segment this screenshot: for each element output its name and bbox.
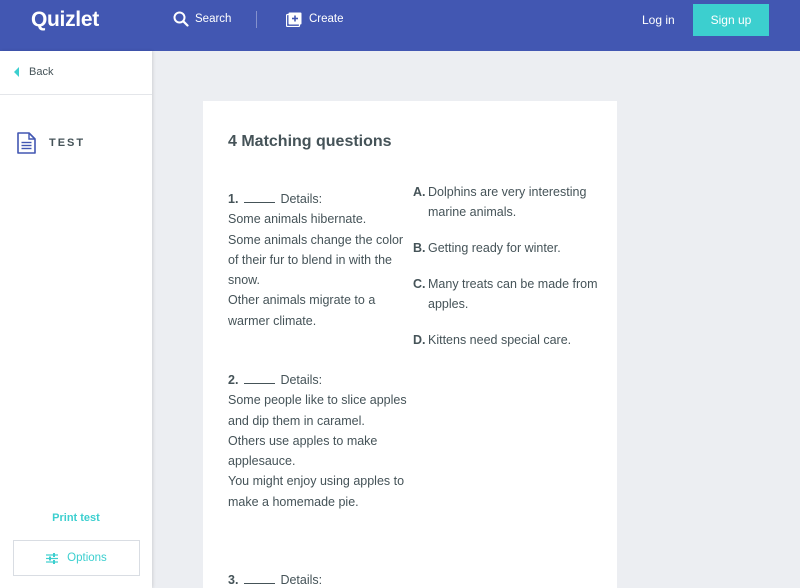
- answer-letter: B.: [413, 241, 426, 255]
- question-number: 1.: [228, 192, 239, 206]
- answer-text: Many treats can be made from apples.: [428, 277, 598, 312]
- question-header: [228, 370, 410, 390]
- answer-blank[interactable]: [244, 191, 275, 203]
- sidebar-item-test[interactable]: [17, 132, 85, 154]
- create-label: Create: [309, 13, 344, 25]
- test-card: [203, 101, 617, 588]
- question-line: Others use apples to make applesauce.: [228, 433, 378, 469]
- question-header: [228, 189, 410, 209]
- search-label: Search: [195, 13, 232, 25]
- answer-blank[interactable]: [244, 572, 275, 584]
- back-arrow-icon: [14, 67, 19, 77]
- details-label: Details:: [280, 373, 323, 387]
- quizlet-logo[interactable]: Quizlet: [31, 8, 99, 31]
- question-header: [228, 570, 410, 588]
- question-line: You might enjoy using apples to make a homemade pie.: [228, 474, 405, 509]
- answer-letter: D.: [413, 333, 426, 347]
- answer-text: Getting ready for winter.: [428, 241, 561, 255]
- search-icon: [173, 11, 189, 27]
- answer-letter: C.: [413, 277, 426, 291]
- answer-choice-c: [413, 274, 608, 315]
- signup-button[interactable]: Sign up: [693, 4, 769, 36]
- options-label: Options: [67, 552, 107, 564]
- details-label: Details:: [280, 573, 323, 587]
- answer-choice-b: [413, 238, 608, 258]
- back-label: Back: [29, 66, 54, 78]
- answer-blank[interactable]: [244, 372, 275, 384]
- document-icon: [17, 132, 36, 154]
- search-button[interactable]: [173, 10, 231, 28]
- question-line: Other animals migrate to a warmer climate.: [228, 293, 376, 328]
- question-line: Some animals change the color of their fur to blend in with the snow.: [228, 232, 404, 288]
- page-title: 4 Matching questions: [228, 133, 392, 150]
- create-plus-icon: [286, 12, 302, 27]
- top-navigation-bar: [0, 0, 800, 51]
- question-line: Some animals hibernate.: [228, 212, 367, 227]
- question-line: Some people like to slice apples and dip them in caramel.: [228, 393, 407, 428]
- answer-text: Kittens need special care.: [428, 333, 572, 347]
- answer-choice-a: [413, 182, 608, 223]
- sidebar: [0, 51, 152, 588]
- sidebar-divider: [0, 94, 152, 95]
- sidebar-item-label: TEST: [49, 137, 86, 149]
- question-number: 3.: [228, 573, 239, 587]
- question-2: [228, 370, 410, 512]
- sliders-icon: [46, 553, 58, 564]
- answer-text: Dolphins are very interesting marine animals.: [428, 185, 587, 220]
- answer-choice-d: [413, 330, 608, 350]
- create-button[interactable]: [286, 10, 344, 28]
- login-link[interactable]: Log in: [642, 13, 675, 27]
- question-number: 2.: [228, 373, 239, 387]
- nav-divider: [256, 11, 257, 28]
- back-link[interactable]: [14, 66, 53, 78]
- print-test-link[interactable]: Print test: [52, 512, 100, 524]
- question-3: [228, 570, 410, 588]
- details-label: Details:: [280, 192, 323, 206]
- question-1: [228, 189, 410, 331]
- answer-letter: A.: [413, 185, 426, 199]
- options-button[interactable]: [13, 540, 140, 576]
